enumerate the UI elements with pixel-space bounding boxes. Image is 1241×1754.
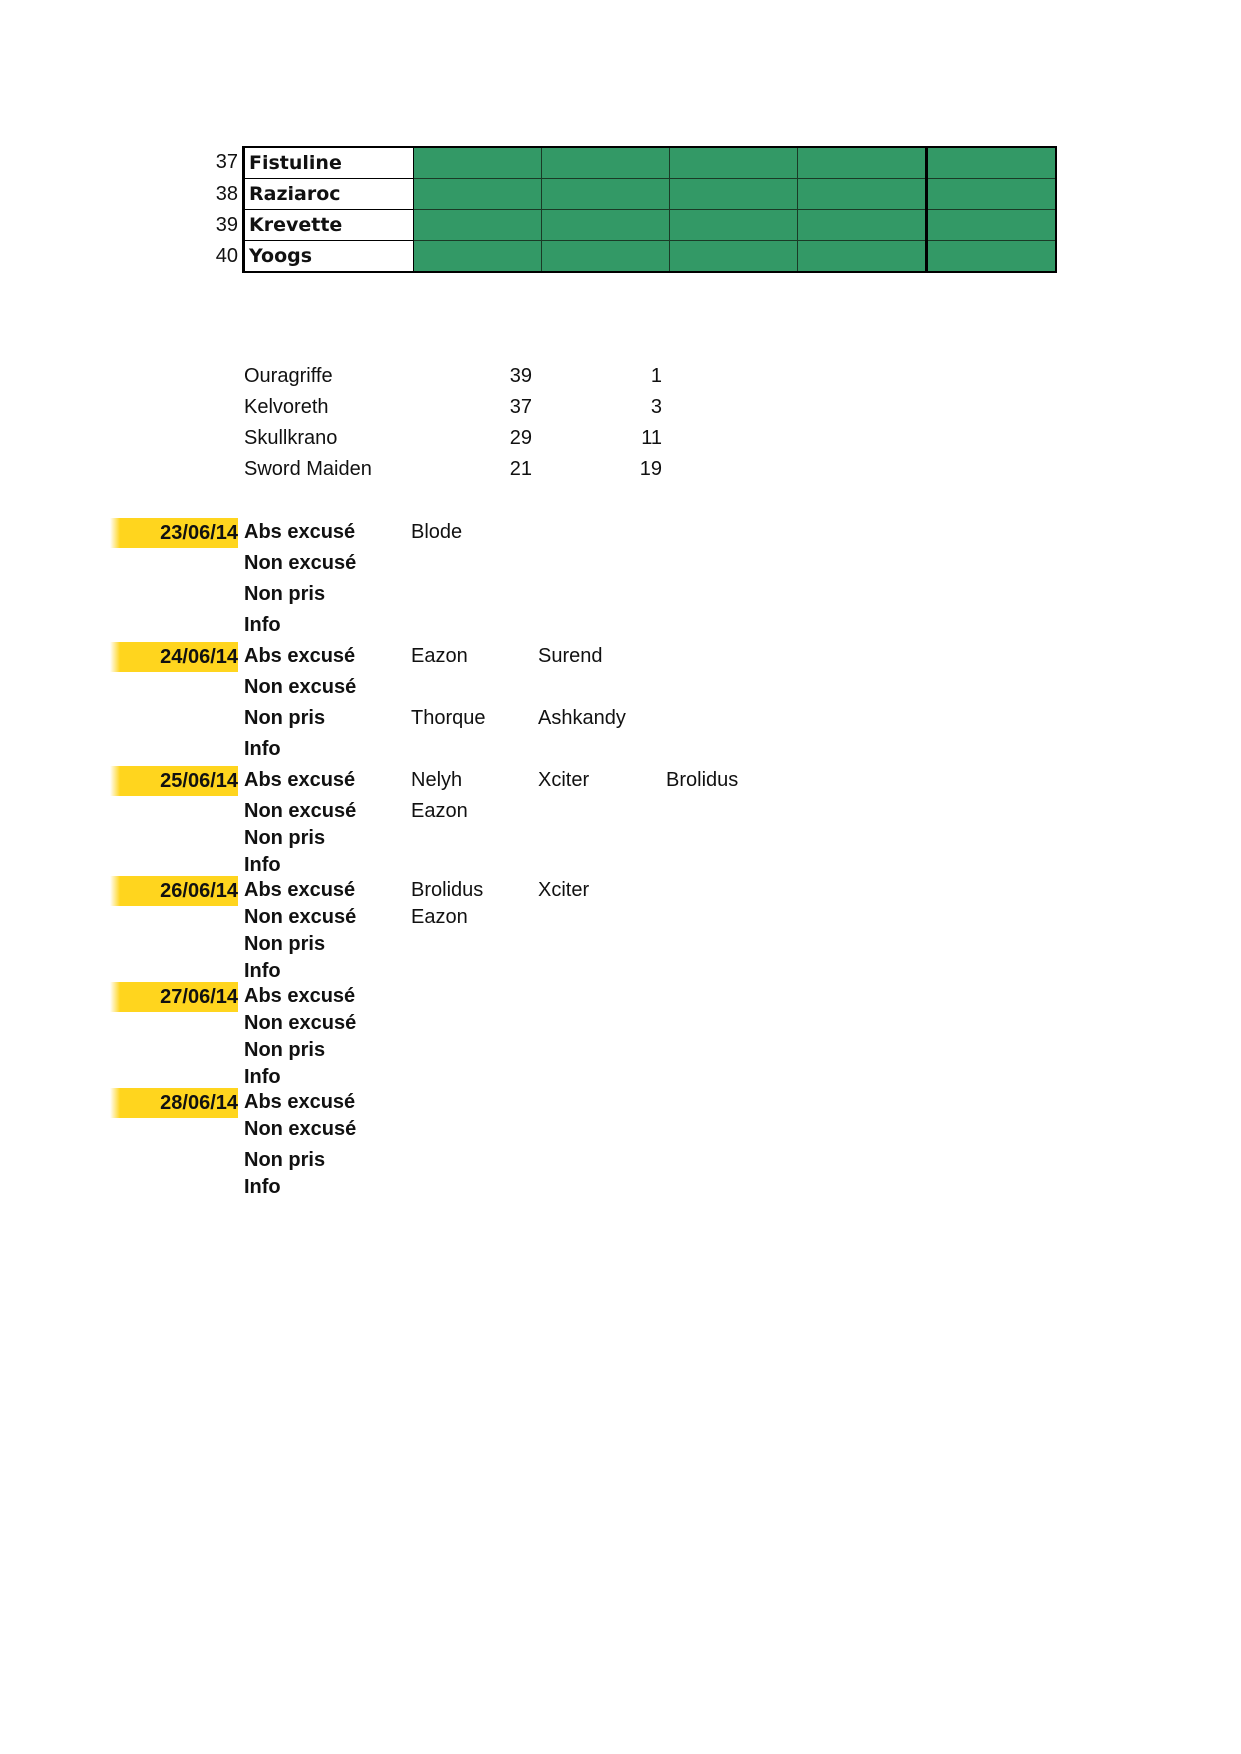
roster-cell bbox=[542, 241, 670, 273]
roster-cell bbox=[542, 147, 670, 179]
member-name: Surend bbox=[538, 645, 603, 667]
ranking-value: 21 bbox=[509, 458, 532, 480]
roster-cell bbox=[798, 210, 927, 241]
roster-cell bbox=[798, 241, 927, 273]
member-name: Eazon bbox=[411, 645, 468, 667]
date-cell: 24/06/14 bbox=[110, 642, 238, 672]
member-name: Ashkandy bbox=[538, 707, 626, 729]
category-label: Non excusé bbox=[244, 552, 357, 574]
category-label: Non excusé bbox=[244, 1118, 357, 1140]
roster-cell bbox=[542, 179, 670, 210]
ranking-value: 1 bbox=[650, 365, 662, 387]
category-label: Non pris bbox=[244, 707, 326, 729]
roster-cell bbox=[798, 147, 927, 179]
category-label: Non excusé bbox=[244, 906, 357, 928]
date-cell: 23/06/14 bbox=[110, 518, 238, 548]
ranking-name: Ouragriffe bbox=[244, 365, 333, 387]
category-label: Abs excusé bbox=[244, 879, 356, 901]
member-name: Xciter bbox=[538, 769, 590, 791]
roster-cell bbox=[414, 210, 542, 241]
roster-cell bbox=[798, 179, 927, 210]
category-label: Non pris bbox=[244, 827, 326, 849]
category-label: Non excusé bbox=[244, 676, 357, 698]
member-name: Eazon bbox=[411, 800, 468, 822]
category-label: Info bbox=[244, 614, 281, 636]
roster-row bbox=[203, 179, 1056, 210]
category-label: Abs excusé bbox=[244, 645, 356, 667]
category-label: Non pris bbox=[244, 933, 326, 955]
roster-number: 40 bbox=[215, 244, 238, 267]
ranking-value: 39 bbox=[509, 365, 532, 387]
roster-cell bbox=[927, 210, 1057, 241]
date-cell: 27/06/14 bbox=[110, 982, 238, 1012]
member-name: Xciter bbox=[538, 879, 590, 901]
category-label: Info bbox=[244, 1066, 281, 1088]
roster-number: 37 bbox=[215, 151, 238, 174]
category-label: Non pris bbox=[244, 583, 326, 605]
category-label: Abs excusé bbox=[244, 521, 356, 543]
ranking-name: Sword Maiden bbox=[244, 458, 372, 480]
roster-cell bbox=[414, 147, 542, 179]
category-label: Non excusé bbox=[244, 800, 357, 822]
ranking-value: 3 bbox=[650, 396, 662, 418]
category-label: Non excusé bbox=[244, 1012, 357, 1034]
category-label: Info bbox=[244, 854, 281, 876]
roster-name: Fistuline bbox=[244, 147, 414, 179]
ranking-value: 19 bbox=[639, 458, 662, 480]
category-label: Info bbox=[244, 960, 281, 982]
roster-cell bbox=[927, 147, 1057, 179]
roster-cell bbox=[414, 241, 542, 273]
roster-cell bbox=[927, 179, 1057, 210]
member-name: Nelyh bbox=[411, 769, 463, 791]
category-label: Abs excusé bbox=[244, 985, 356, 1007]
ranking-value: 29 bbox=[509, 427, 532, 449]
date-cell: 28/06/14 bbox=[110, 1088, 238, 1118]
roster-name: Krevette bbox=[244, 210, 414, 241]
ranking-name: Skullkrano bbox=[244, 427, 338, 449]
roster-row bbox=[203, 147, 1056, 179]
category-label: Abs excusé bbox=[244, 769, 356, 791]
category-label: Info bbox=[244, 738, 281, 760]
category-label: Info bbox=[244, 1176, 281, 1198]
roster-row bbox=[203, 210, 1056, 241]
ranking-value: 11 bbox=[641, 427, 662, 449]
roster-cell bbox=[670, 147, 798, 179]
roster-row bbox=[203, 241, 1056, 273]
ranking-name: Kelvoreth bbox=[244, 396, 329, 418]
date-cell: 25/06/14 bbox=[110, 766, 238, 796]
roster-cell bbox=[670, 179, 798, 210]
roster-name: Yoogs bbox=[244, 241, 414, 273]
roster-number: 38 bbox=[215, 182, 238, 205]
member-name: Thorque bbox=[411, 707, 486, 729]
date-cell: 26/06/14 bbox=[110, 876, 238, 906]
roster-name: Raziaroc bbox=[244, 179, 414, 210]
roster-cell bbox=[670, 241, 798, 273]
roster-number: 39 bbox=[215, 213, 238, 236]
ranking-value: 37 bbox=[509, 396, 532, 418]
category-label: Non pris bbox=[244, 1039, 326, 1061]
category-label: Abs excusé bbox=[244, 1091, 356, 1113]
roster-cell bbox=[414, 179, 542, 210]
member-name: Brolidus bbox=[411, 879, 484, 901]
member-name: Blode bbox=[411, 521, 463, 543]
member-name: Eazon bbox=[411, 906, 468, 928]
roster-table bbox=[203, 146, 1057, 273]
roster-cell bbox=[927, 241, 1057, 273]
category-label: Non pris bbox=[244, 1149, 326, 1171]
roster-cell bbox=[542, 210, 670, 241]
member-name: Brolidus bbox=[666, 769, 739, 791]
roster-cell bbox=[670, 210, 798, 241]
